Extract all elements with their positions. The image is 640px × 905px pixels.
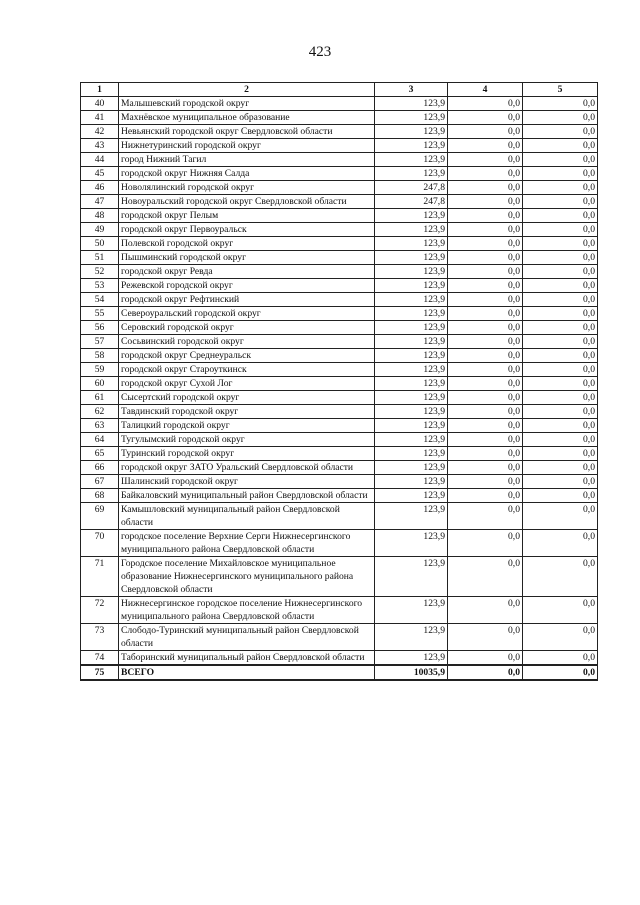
table-row [81, 461, 598, 475]
value-col4: 0,0 [448, 307, 523, 321]
row-number: 65 [81, 447, 119, 461]
table-header-row [81, 83, 598, 97]
table-row [81, 97, 598, 111]
value-col4: 0,0 [448, 209, 523, 223]
value-col3: 123,9 [375, 265, 448, 279]
value-col3: 123,9 [375, 223, 448, 237]
municipality-name: Махнёвское муниципальное образование [119, 111, 375, 125]
value-col4: 0,0 [448, 363, 523, 377]
municipality-name: городской округ Нижняя Салда [119, 167, 375, 181]
municipality-name: городской округ Староуткинск [119, 363, 375, 377]
value-col5: 0,0 [523, 624, 598, 651]
value-col5: 0,0 [523, 475, 598, 489]
table-row [81, 251, 598, 265]
row-number: 60 [81, 377, 119, 391]
value-col4: 0,0 [448, 461, 523, 475]
municipality-name: Североуральский городской округ [119, 307, 375, 321]
table-body [81, 97, 598, 666]
row-number: 61 [81, 391, 119, 405]
value-col5: 0,0 [523, 181, 598, 195]
value-col4: 0,0 [448, 651, 523, 666]
value-col4: 0,0 [448, 335, 523, 349]
value-col3: 123,9 [375, 475, 448, 489]
municipality-name: город Нижний Тагил [119, 153, 375, 167]
value-col4: 0,0 [448, 153, 523, 167]
total-value-col3: 10035,9 [375, 665, 448, 680]
table-row [81, 447, 598, 461]
value-col5: 0,0 [523, 349, 598, 363]
row-number: 51 [81, 251, 119, 265]
value-col4: 0,0 [448, 167, 523, 181]
row-number: 42 [81, 125, 119, 139]
value-col3: 123,9 [375, 419, 448, 433]
value-col5: 0,0 [523, 447, 598, 461]
value-col4: 0,0 [448, 293, 523, 307]
value-col3: 123,9 [375, 363, 448, 377]
value-col3: 123,9 [375, 489, 448, 503]
value-col4: 0,0 [448, 237, 523, 251]
municipality-name: Пышминский городской округ [119, 251, 375, 265]
value-col5: 0,0 [523, 335, 598, 349]
municipality-name: городской округ Рефтинский [119, 293, 375, 307]
row-number: 55 [81, 307, 119, 321]
value-col5: 0,0 [523, 251, 598, 265]
value-col4: 0,0 [448, 223, 523, 237]
value-col3: 123,9 [375, 349, 448, 363]
value-col5: 0,0 [523, 265, 598, 279]
value-col4: 0,0 [448, 279, 523, 293]
table-row [81, 265, 598, 279]
value-col4: 0,0 [448, 251, 523, 265]
municipality-name: Новоуральский городской округ Свердловской области [119, 195, 375, 209]
value-col5: 0,0 [523, 597, 598, 624]
value-col5: 0,0 [523, 530, 598, 557]
table-row [81, 237, 598, 251]
value-col5: 0,0 [523, 293, 598, 307]
municipality-name: Талицкий городской округ [119, 419, 375, 433]
table-row [81, 433, 598, 447]
value-col5: 0,0 [523, 223, 598, 237]
table-row [81, 597, 598, 624]
value-col3: 123,9 [375, 624, 448, 651]
value-col4: 0,0 [448, 377, 523, 391]
municipality-name: Полевской городской округ [119, 237, 375, 251]
value-col4: 0,0 [448, 195, 523, 209]
municipality-name: городской округ Сухой Лог [119, 377, 375, 391]
value-col3: 123,9 [375, 153, 448, 167]
value-col4: 0,0 [448, 125, 523, 139]
value-col3: 123,9 [375, 597, 448, 624]
table-row [81, 279, 598, 293]
municipality-name: Камышловский муниципальный район Свердловской области [119, 503, 375, 530]
row-number: 53 [81, 279, 119, 293]
value-col5: 0,0 [523, 489, 598, 503]
row-number: 56 [81, 321, 119, 335]
municipality-name: Нижнетуринский городской округ [119, 139, 375, 153]
value-col4: 0,0 [448, 139, 523, 153]
municipality-name: Туринский городской округ [119, 447, 375, 461]
column-header: 2 [119, 83, 375, 97]
value-col5: 0,0 [523, 139, 598, 153]
value-col5: 0,0 [523, 419, 598, 433]
row-number: 75 [81, 665, 119, 680]
value-col3: 123,9 [375, 307, 448, 321]
value-col3: 123,9 [375, 557, 448, 597]
value-col4: 0,0 [448, 181, 523, 195]
row-number: 63 [81, 419, 119, 433]
value-col3: 123,9 [375, 433, 448, 447]
municipality-name: Слободо-Туринский муниципальный район Свердловской области [119, 624, 375, 651]
value-col4: 0,0 [448, 391, 523, 405]
municipality-name: Тугулымский городской округ [119, 433, 375, 447]
table-row [81, 377, 598, 391]
municipality-name: Таборинский муниципальный район Свердловской области [119, 651, 375, 666]
municipality-name: Сосьвинский городской округ [119, 335, 375, 349]
municipality-name: Невьянский городской округ Свердловской области [119, 125, 375, 139]
municipality-name: городской округ Пелым [119, 209, 375, 223]
value-col3: 123,9 [375, 237, 448, 251]
value-col4: 0,0 [448, 433, 523, 447]
value-col4: 0,0 [448, 503, 523, 530]
municipality-name: Тавдинский городской округ [119, 405, 375, 419]
value-col3: 123,9 [375, 405, 448, 419]
value-col4: 0,0 [448, 624, 523, 651]
allocation-table [80, 82, 598, 681]
value-col3: 247,8 [375, 181, 448, 195]
row-number: 73 [81, 624, 119, 651]
value-col3: 123,9 [375, 461, 448, 475]
value-col3: 123,9 [375, 167, 448, 181]
table-row [81, 475, 598, 489]
municipality-name: городской округ Среднеуральск [119, 349, 375, 363]
value-col3: 123,9 [375, 139, 448, 153]
value-col5: 0,0 [523, 209, 598, 223]
value-col5: 0,0 [523, 363, 598, 377]
row-number: 64 [81, 433, 119, 447]
table-row [81, 363, 598, 377]
value-col3: 123,9 [375, 279, 448, 293]
value-col3: 123,9 [375, 293, 448, 307]
table-row [81, 195, 598, 209]
value-col5: 0,0 [523, 153, 598, 167]
municipality-name: городской округ ЗАТО Уральский Свердловской области [119, 461, 375, 475]
row-number: 50 [81, 237, 119, 251]
row-number: 69 [81, 503, 119, 530]
value-col5: 0,0 [523, 557, 598, 597]
municipality-name: Режевской городской округ [119, 279, 375, 293]
row-number: 68 [81, 489, 119, 503]
value-col3: 123,9 [375, 651, 448, 666]
value-col5: 0,0 [523, 307, 598, 321]
row-number: 40 [81, 97, 119, 111]
value-col5: 0,0 [523, 237, 598, 251]
row-number: 52 [81, 265, 119, 279]
value-col4: 0,0 [448, 419, 523, 433]
municipality-name: Городское поселение Михайловское муниципальное образование Нижнесергинского муниципального района Свердловской области [119, 557, 375, 597]
table-row [81, 181, 598, 195]
value-col5: 0,0 [523, 377, 598, 391]
row-number: 58 [81, 349, 119, 363]
value-col5: 0,0 [523, 503, 598, 530]
value-col3: 123,9 [375, 111, 448, 125]
municipality-name: городское поселение Верхние Серги Нижнесергинского муниципального района Свердловской области [119, 530, 375, 557]
row-number: 74 [81, 651, 119, 666]
table-row [81, 209, 598, 223]
row-number: 57 [81, 335, 119, 349]
municipality-name: Сысертский городской округ [119, 391, 375, 405]
value-col5: 0,0 [523, 461, 598, 475]
value-col3: 123,9 [375, 391, 448, 405]
municipality-name: Нижнесергинское городское поселение Нижнесергинского муниципального района Свердловской области [119, 597, 375, 624]
value-col5: 0,0 [523, 279, 598, 293]
column-header: 4 [448, 83, 523, 97]
value-col5: 0,0 [523, 195, 598, 209]
table-row [81, 651, 598, 666]
value-col3: 123,9 [375, 321, 448, 335]
column-header: 3 [375, 83, 448, 97]
value-col5: 0,0 [523, 125, 598, 139]
column-header: 5 [523, 83, 598, 97]
table-row [81, 139, 598, 153]
row-number: 71 [81, 557, 119, 597]
value-col4: 0,0 [448, 111, 523, 125]
value-col3: 123,9 [375, 377, 448, 391]
value-col4: 0,0 [448, 97, 523, 111]
value-col3: 123,9 [375, 125, 448, 139]
total-label: ВСЕГО [119, 665, 375, 680]
value-col3: 123,9 [375, 97, 448, 111]
row-number: 66 [81, 461, 119, 475]
row-number: 49 [81, 223, 119, 237]
row-number: 72 [81, 597, 119, 624]
table-row [81, 349, 598, 363]
table-row [81, 419, 598, 433]
value-col3: 123,9 [375, 530, 448, 557]
value-col3: 123,9 [375, 503, 448, 530]
value-col3: 247,8 [375, 195, 448, 209]
row-number: 59 [81, 363, 119, 377]
value-col4: 0,0 [448, 530, 523, 557]
value-col4: 0,0 [448, 405, 523, 419]
municipality-name: городской округ Первоуральск [119, 223, 375, 237]
municipality-name: Байкаловский муниципальный район Свердловской области [119, 489, 375, 503]
table-row [81, 125, 598, 139]
table-row [81, 293, 598, 307]
row-number: 48 [81, 209, 119, 223]
value-col4: 0,0 [448, 597, 523, 624]
value-col4: 0,0 [448, 489, 523, 503]
table-row [81, 321, 598, 335]
table-row [81, 153, 598, 167]
value-col5: 0,0 [523, 391, 598, 405]
value-col5: 0,0 [523, 167, 598, 181]
municipality-name: Малышевский городской округ [119, 97, 375, 111]
row-number: 62 [81, 405, 119, 419]
row-number: 47 [81, 195, 119, 209]
table-row [81, 167, 598, 181]
table-row [81, 489, 598, 503]
total-value-col4: 0,0 [448, 665, 523, 680]
row-number: 44 [81, 153, 119, 167]
row-number: 70 [81, 530, 119, 557]
value-col4: 0,0 [448, 321, 523, 335]
table-row [81, 557, 598, 597]
table-row [81, 624, 598, 651]
value-col3: 123,9 [375, 447, 448, 461]
row-number: 43 [81, 139, 119, 153]
page-number: 423 [308, 44, 332, 60]
value-col5: 0,0 [523, 405, 598, 419]
column-header: 1 [81, 83, 119, 97]
table-row [81, 223, 598, 237]
row-number: 67 [81, 475, 119, 489]
value-col4: 0,0 [448, 265, 523, 279]
table-row [81, 405, 598, 419]
value-col5: 0,0 [523, 651, 598, 666]
municipality-name: Серовский городской округ [119, 321, 375, 335]
total-row [81, 665, 598, 680]
value-col5: 0,0 [523, 97, 598, 111]
value-col3: 123,9 [375, 209, 448, 223]
value-col4: 0,0 [448, 349, 523, 363]
value-col3: 123,9 [375, 251, 448, 265]
table-row [81, 111, 598, 125]
table-row [81, 503, 598, 530]
value-col4: 0,0 [448, 447, 523, 461]
table-row [81, 530, 598, 557]
row-number: 54 [81, 293, 119, 307]
value-col4: 0,0 [448, 475, 523, 489]
table-row [81, 335, 598, 349]
value-col3: 123,9 [375, 335, 448, 349]
municipality-name: городской округ Ревда [119, 265, 375, 279]
table-row [81, 391, 598, 405]
row-number: 45 [81, 167, 119, 181]
value-col5: 0,0 [523, 433, 598, 447]
total-value-col5: 0,0 [523, 665, 598, 680]
row-number: 41 [81, 111, 119, 125]
row-number: 46 [81, 181, 119, 195]
value-col4: 0,0 [448, 557, 523, 597]
municipality-name: Шалинский городской округ [119, 475, 375, 489]
table-row [81, 307, 598, 321]
value-col5: 0,0 [523, 111, 598, 125]
municipality-name: Новолялинский городской округ [119, 181, 375, 195]
value-col5: 0,0 [523, 321, 598, 335]
